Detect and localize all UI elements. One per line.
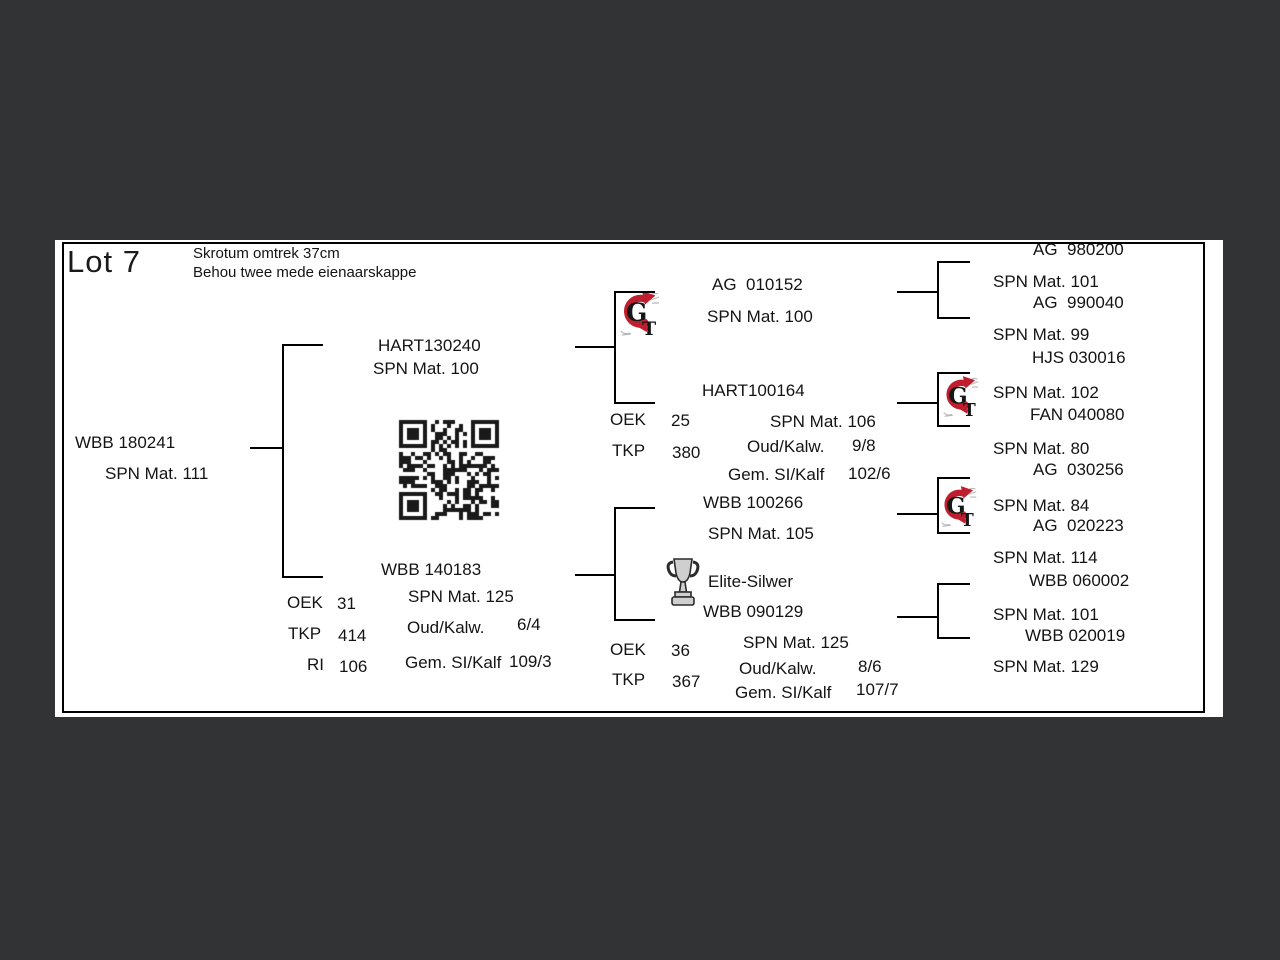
catalog-page	[55, 240, 1223, 717]
stat-label: Oud/Kalw.	[747, 437, 825, 456]
stat-label: RI	[307, 655, 324, 674]
dam-sire-mat: SPN Mat. 105	[708, 524, 814, 543]
pedigree-connector	[937, 583, 970, 585]
note-scrotum: Skrotum omtrek 37cm	[193, 245, 340, 262]
svg-text:G: G	[948, 383, 968, 410]
pedigree-connector	[897, 291, 939, 293]
sire-dam-name: HART100164	[702, 381, 805, 400]
pedigree-connector	[282, 344, 323, 346]
pedigree-connector	[614, 291, 616, 404]
note-ownership: Behou twee mede eienaarskappe	[193, 264, 417, 281]
pedigree-connector	[937, 372, 970, 374]
stat-label: Oud/Kalw.	[407, 618, 485, 637]
gt-logo	[618, 291, 662, 339]
trophy-icon	[666, 557, 700, 609]
pedigree-connector	[937, 477, 970, 479]
stat-value: 36	[671, 641, 690, 660]
stat-value: 380	[672, 443, 701, 462]
stat-label: TKP	[612, 670, 646, 689]
stat-label: Gem. SI/Kalf	[735, 683, 832, 702]
pedigree-connector	[250, 447, 283, 449]
qr-code	[398, 417, 500, 523]
gg-name: AG 020223	[1033, 516, 1124, 535]
gg-mat: SPN Mat. 84	[993, 496, 1090, 515]
award-label: Elite-Silwer	[708, 572, 794, 591]
pedigree-connector	[937, 372, 939, 427]
sire-name: HART130240	[378, 336, 481, 355]
pedigree-connector	[614, 507, 655, 509]
pedigree-connector	[937, 317, 970, 319]
pedigree-connector	[937, 261, 970, 263]
dam-dam-name: WBB 090129	[703, 602, 804, 621]
pedigree-connector	[575, 346, 616, 348]
gg-name: AG 980200	[1033, 240, 1124, 259]
gg-mat: SPN Mat. 101	[993, 272, 1099, 291]
stat-value: 109/3	[509, 652, 552, 671]
stat-value: 25	[671, 411, 690, 430]
gg-mat: SPN Mat. 129	[993, 657, 1099, 676]
gg-name: AG 990040	[1033, 293, 1124, 312]
gg-mat: SPN Mat. 114	[993, 548, 1098, 567]
pedigree-connector	[575, 574, 616, 576]
gg-name: WBB 060002	[1029, 571, 1130, 590]
stat-label: Gem. SI/Kalf	[405, 653, 502, 672]
pedigree-connector	[614, 291, 655, 293]
stat-label: TKP	[288, 624, 322, 643]
dam-name: WBB 140183	[381, 560, 482, 579]
pedigree-connector	[897, 616, 939, 618]
stat-value: 8/6	[858, 657, 882, 676]
pedigree-connector	[937, 477, 939, 534]
svg-text:T: T	[642, 318, 657, 339]
pedigree-connector	[614, 507, 616, 621]
svg-text:G: G	[946, 493, 966, 520]
gg-mat: SPN Mat. 99	[993, 325, 1090, 344]
dam-dam-mat: SPN Mat. 125	[743, 633, 849, 652]
stat-label: TKP	[612, 441, 646, 460]
dam-mat: SPN Mat. 125	[408, 587, 514, 606]
gt-logo	[939, 486, 979, 530]
pedigree-connector	[282, 576, 323, 578]
stat-value: 9/8	[852, 436, 876, 455]
stat-label: OEK	[610, 410, 646, 429]
gg-name: WBB 020019	[1025, 626, 1126, 645]
sire-mat: SPN Mat. 100	[373, 359, 479, 378]
subject-name: WBB 180241	[75, 433, 176, 452]
stat-value: 31	[337, 594, 356, 613]
gt-logo	[941, 376, 981, 420]
sire-dam-mat: SPN Mat. 106	[770, 412, 876, 431]
pedigree-connector	[897, 402, 939, 404]
pedigree-connector	[614, 402, 655, 404]
dam-sire-name: WBB 100266	[703, 493, 804, 512]
pedigree-connector	[937, 425, 970, 427]
gg-mat: SPN Mat. 101	[993, 605, 1099, 624]
gg-mat: SPN Mat. 80	[993, 439, 1090, 458]
stat-value: 6/4	[517, 615, 541, 634]
gg-name: AG 030256	[1033, 460, 1124, 479]
pedigree-connector	[614, 619, 655, 621]
stat-label: OEK	[610, 640, 646, 659]
pedigree-connector	[897, 513, 939, 515]
stat-label: Oud/Kalw.	[739, 659, 817, 678]
subject-mat: SPN Mat. 111	[105, 464, 209, 483]
pedigree-connector	[937, 583, 939, 639]
svg-text:T: T	[960, 511, 974, 530]
pedigree-connector	[282, 344, 284, 578]
gg-name: HJS 030016	[1032, 348, 1126, 367]
sire-sire-mat: SPN Mat. 100	[707, 307, 813, 326]
svg-text:G: G	[626, 298, 648, 327]
svg-text:T: T	[962, 401, 976, 420]
stat-value: 367	[672, 672, 701, 691]
lot-number: Lot 7	[67, 244, 141, 279]
gg-name: FAN 040080	[1030, 405, 1125, 424]
sire-sire-name: AG 010152	[712, 275, 803, 294]
pedigree-connector	[937, 637, 970, 639]
stat-label: OEK	[287, 593, 323, 612]
stat-value: 107/7	[856, 680, 899, 699]
stat-value: 102/6	[848, 464, 891, 483]
stat-value: 414	[338, 626, 367, 645]
stat-label: Gem. SI/Kalf	[728, 465, 825, 484]
gg-mat: SPN Mat. 102	[993, 383, 1099, 402]
pedigree-connector	[937, 261, 939, 319]
stat-value: 106	[339, 657, 368, 676]
pedigree-connector	[937, 532, 970, 534]
